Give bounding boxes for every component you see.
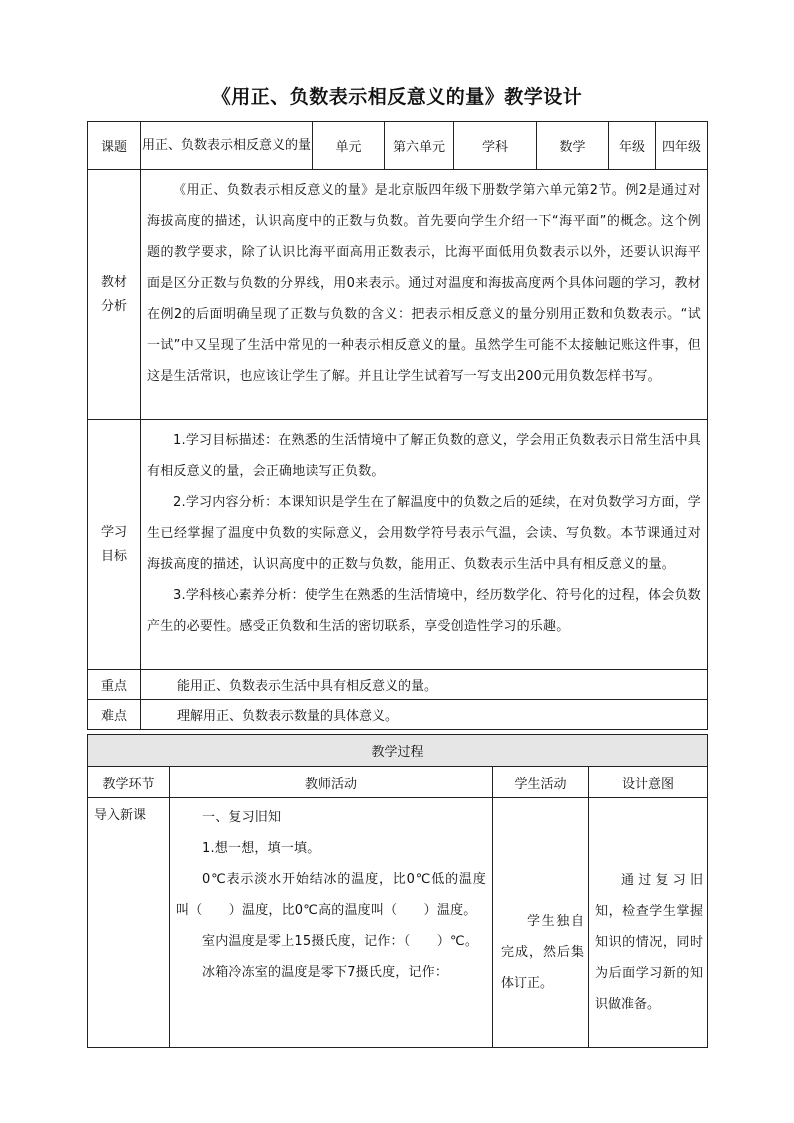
key-point-label: 重点 (88, 670, 141, 700)
info-table (87, 121, 708, 730)
column-header-stage: 教学环节 (88, 767, 170, 798)
objectives-cell (141, 420, 708, 670)
analysis-text: 《用正、负数表示相反意义的量》是北京版四年级下册数学第六单元第2节。例2是通过对海拔高度的描述，认识高度中的正数与负数。首先要向学生介绍一下“海平面”的概念。这个例题的教学要求，除了认识比海平面高用正数表示，比海平面低用负数表示以外，还要认识海平面是区分正数与负数的分界线，用0来表示。通过对温度和海拔高度两个具体问题的学习，教材在例2的后面明确呈现了正数与负数的含义：把表示相反意义的量分别用正数和负数表示。“试一试”中又呈现了生活中常见的一种表示相反意义的量。虽然学生可能不太接触记账这件事，但这是生活常识，也应该让学生了解。并且让学生试着写一写支出200元用负数怎样书写。 (147, 183, 701, 384)
teacher-activity-cell (170, 798, 493, 1048)
teacher-line: 0℃表示淡水开始结冰的温度，比0℃低的温度叫（ ）温度，比0℃高的温度叫（ ）温度。 (176, 872, 486, 918)
analysis-row (88, 170, 708, 420)
process-header-row (88, 735, 708, 767)
objective-item: 2.学习内容分析：本课知识是学生在了解温度中的负数之后的延续，在对负数学习方面，学生已经掌握了温度中负数的实际意义，会用数学符号表示气温，会读、写负数。本节课通过对海拔高度的描述，认识高度中的正数与负数，能用正、负数表示生活中具有相反意义的量。 (147, 495, 701, 572)
analysis-label: 教材分析 (88, 170, 141, 420)
column-header-student: 学生活动 (493, 767, 589, 798)
column-header-teacher: 教师活动 (170, 767, 493, 798)
teacher-line: 一、复习旧知 (202, 810, 282, 825)
difficulty-label: 难点 (88, 700, 141, 730)
teacher-line: 室内温度是零上15摄氏度，记作：（ ）℃。 (202, 934, 479, 949)
process-table (87, 734, 708, 1048)
objective-item: 1.学习目标描述：在熟悉的生活情境中了解正负数的意义，学会用正负数表示日常生活中具有相反意义的量，会正确地读写正负数。 (147, 433, 701, 479)
grade-label: 年级 (609, 122, 656, 170)
stage-cell: 导入新课 (88, 798, 170, 1048)
grade-value: 四年级 (656, 122, 708, 170)
unit-value: 第六单元 (385, 122, 454, 170)
key-point-row (88, 670, 708, 700)
process-row (88, 798, 708, 1048)
design-intent-cell: 通过复习旧知，检查学生掌握知识的情况，同时为后面学习新的知识做准备。 (589, 798, 708, 1048)
analysis-cell (141, 170, 708, 420)
process-header: 教学过程 (88, 735, 708, 767)
document-title: 《用正、负数表示相反意义的量》教学设计 (211, 86, 583, 108)
topic-value: 用正、负数表示相反意义的量 (141, 122, 313, 170)
info-row (88, 122, 708, 170)
subject-label: 学科 (454, 122, 537, 170)
objective-item: 3.学科核心素养分析：使学生在熟悉的生活情境中，经历数学化、符号化的过程，体会负数产生的必要性。感受正负数和生活的密切联系，享受创造性学习的乐趣。 (147, 588, 701, 634)
teacher-line: 冰箱冷冻室的温度是零下7摄氏度，记作： (202, 965, 449, 980)
objectives-row (88, 420, 708, 670)
subject-value: 数学 (537, 122, 609, 170)
teacher-line: 1.想一想，填一填。 (202, 841, 321, 856)
student-activity-cell: 学生独自完成，然后集体订正。 (493, 798, 589, 1048)
key-point-text: 能用正、负数表示生活中具有相反意义的量。 (141, 670, 708, 700)
process-columns-row (88, 767, 708, 798)
difficulty-row (88, 700, 708, 730)
topic-label: 课题 (88, 122, 141, 170)
difficulty-text: 理解用正、负数表示数量的具体意义。 (141, 700, 708, 730)
unit-label: 单元 (313, 122, 385, 170)
objectives-label: 学习目标 (88, 420, 141, 670)
column-header-intent: 设计意图 (589, 767, 708, 798)
